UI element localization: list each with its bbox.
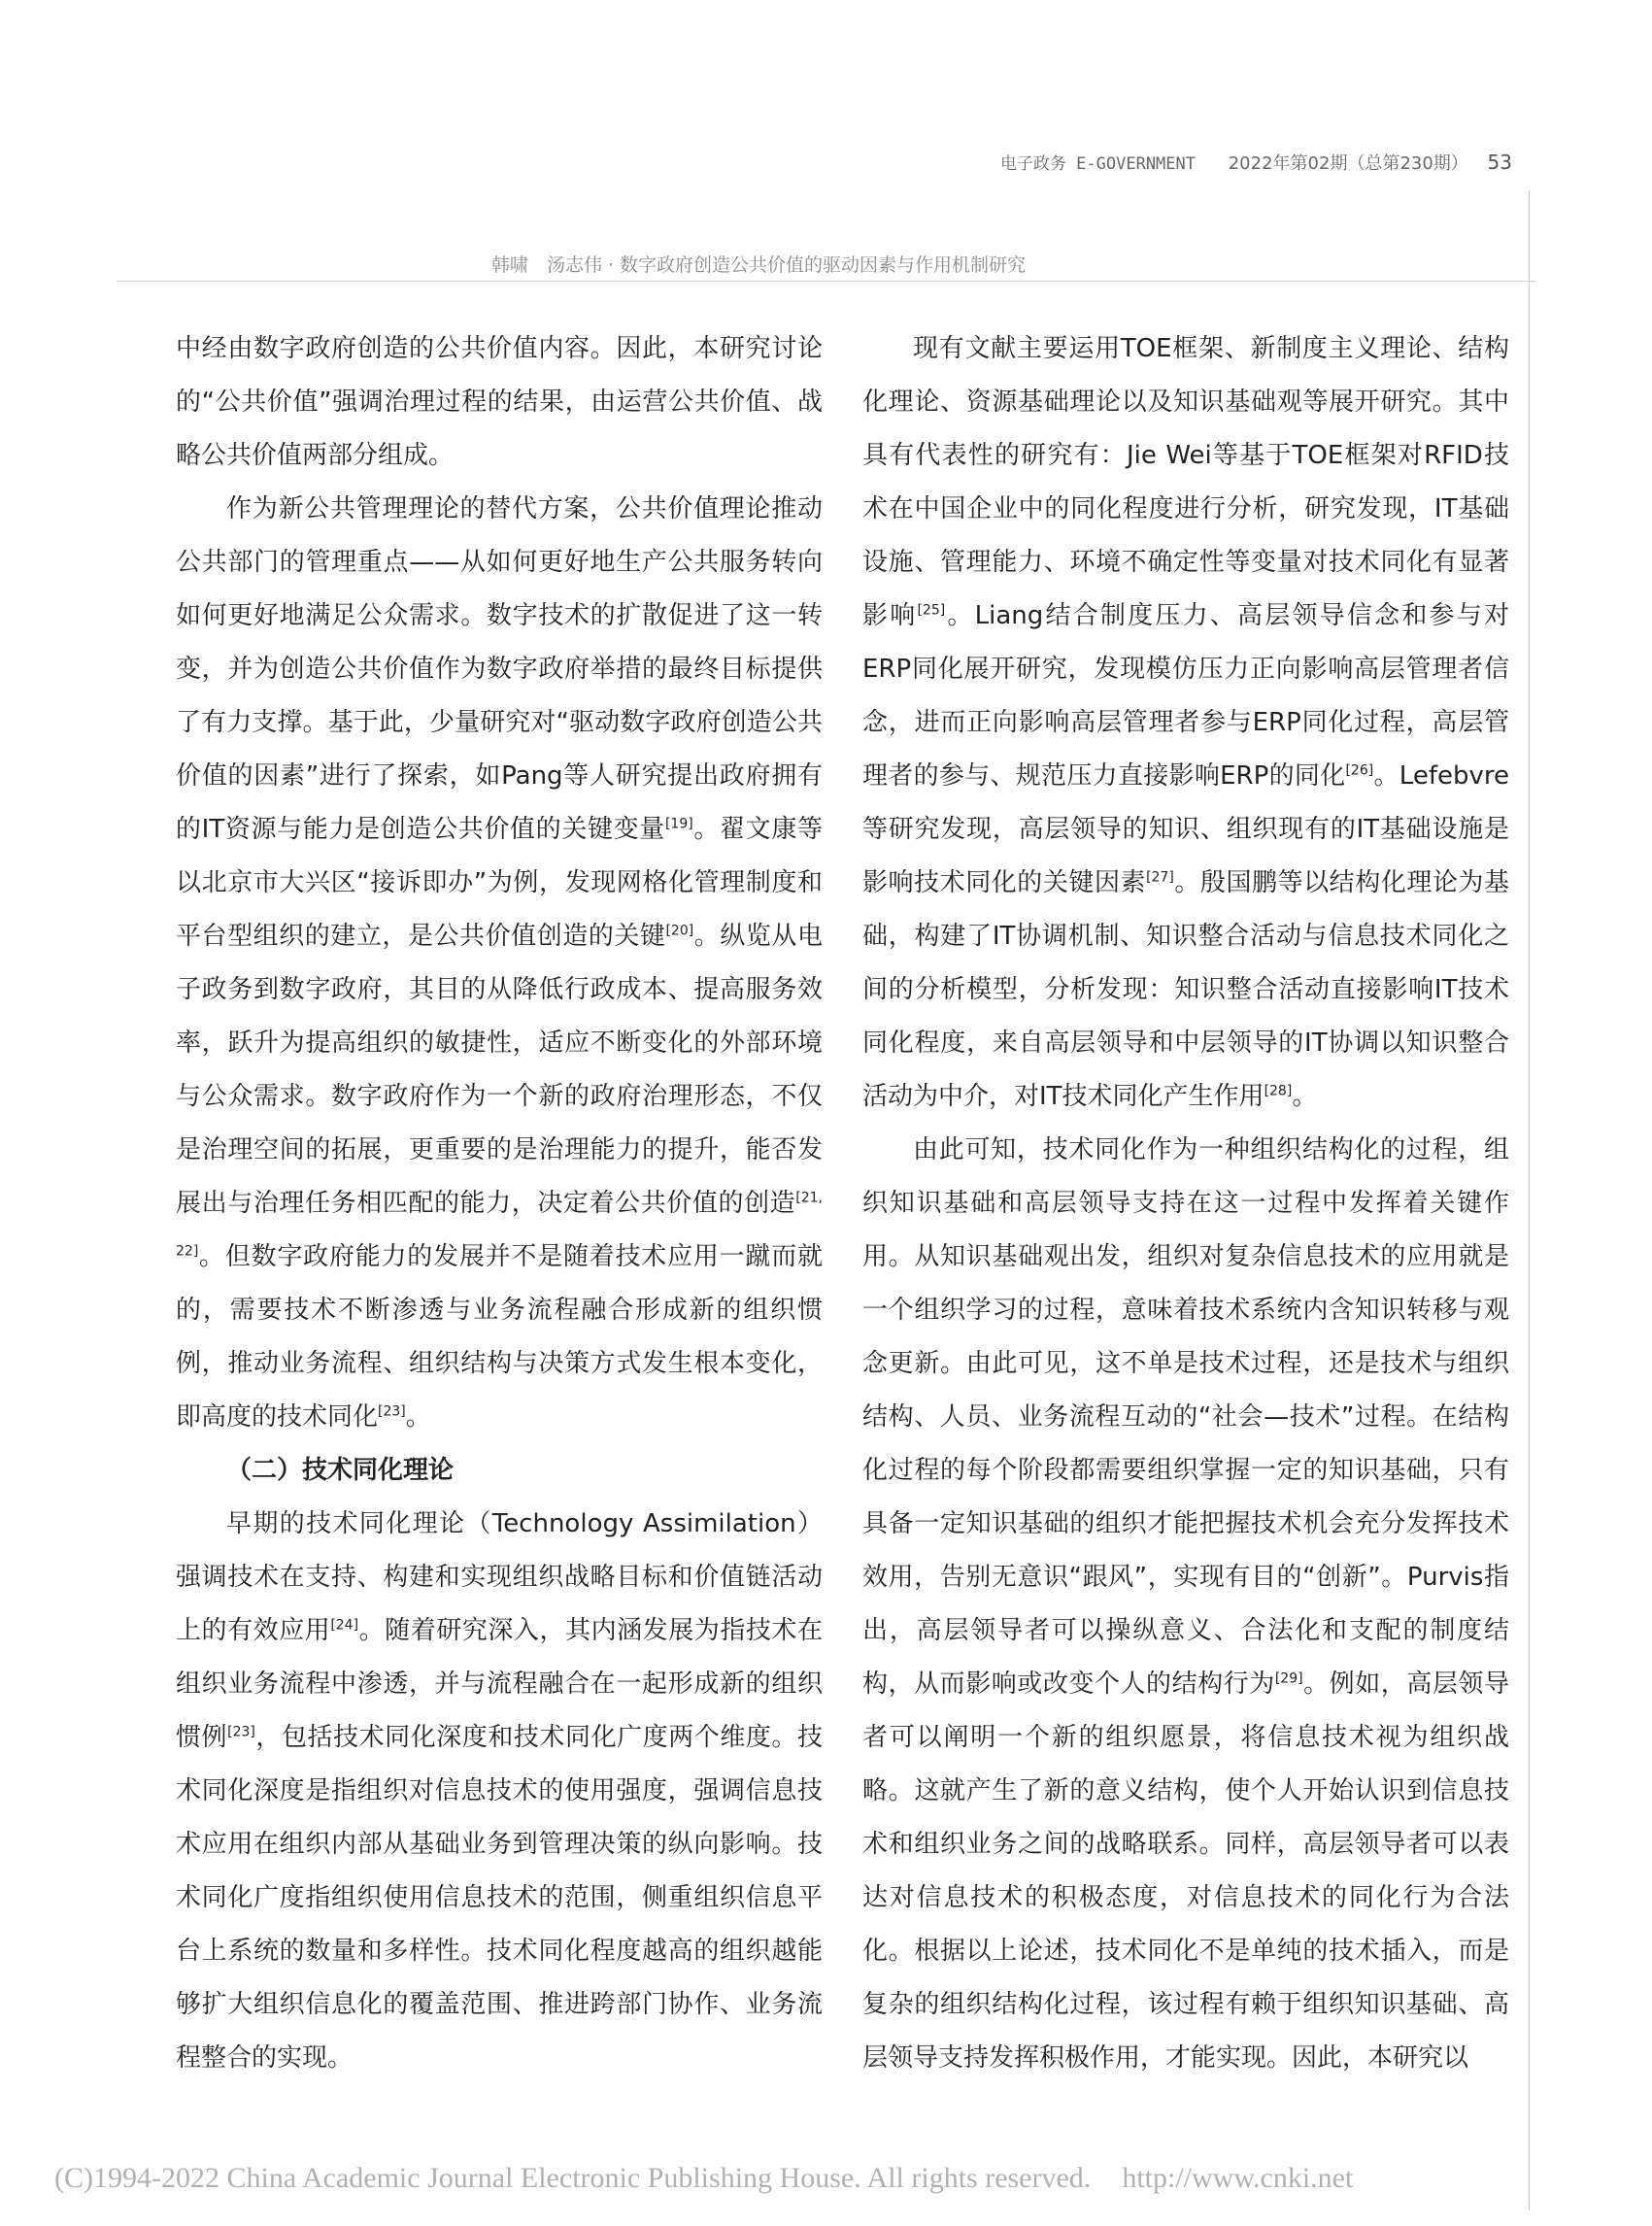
page-number: 53 (1487, 151, 1512, 174)
running-title: 韩啸 汤志伟 · 数字政府创造公共价值的驱动因素与作用机制研究 (490, 254, 1027, 276)
section-heading: （二）技术同化理论 (226, 1456, 455, 1485)
left-column (176, 322, 823, 2085)
citation[interactable]: [28] (1264, 1083, 1293, 1099)
citation[interactable]: [23] (378, 1403, 406, 1420)
citation[interactable]: [25] (917, 602, 946, 619)
right-column (862, 322, 1509, 2085)
paragraph: 由此可知，技术同化作为一种组织结构化的过程，组织知识基础和高层领导支持在这一过程中发挥着关键作用。从知识基础观出发，组织对复杂信息技术的应用就是一个组织学习的过程，意味着技术系统内含知识转移与观念更新。由此可见，这不单是技术过程，还是技术与组织结构、人员、业务流程互动的“社会—技术”过程。在结构化过程的每个阶段都需要组织掌握一定的知识基础，只有具备一定知识基础的组织才能把握技术机会充分发挥技术效用，告别无意识“跟风”，实现有目的“创新”。Purvis指出，高层领导者可以操纵意义、合法化和支配的制度结构，从而影响或改变个人的结构行为[29]。例如，高层领导者可以阐明一个新的组织愿景，将信息技术视为组织战略。这就产生了新的意义结构，使个人开始认识到信息技术和组织业务之间的战略联系。同样，高层领导者可以表达对信息技术的积极态度，对信息技术的同化行为合法化。根据以上论述，技术同化不是单纯的技术插入，而是复杂的组织结构化过程，该过程有赖于组织知识基础、高层领导支持发挥积极作用，才能实现。因此，本研究以 (862, 1135, 1509, 2073)
citation[interactable]: [23] (227, 1724, 255, 1740)
citation[interactable]: [20] (665, 923, 694, 939)
paragraph: 现有文献主要运用TOE框架、新制度主义理论、结构化理论、资源基础理论以及知识基础观等展开研究。其中具有代表性的研究有：Jie Wei等基于TOE框架对RFID技术在中国企业中的同化程度进行分析，研究发现，IT基础设施、管理能力、环境不确定性等变量对技术同化有显著影响[25]。Liang结合制度压力、高层领导信念和参与对ERP同化展开研究，发现模仿压力正向影响高层管理者信念，进而正向影响高层管理者参与ERP同化过程，高层管理者的参与、规范压力直接影响ERP的同化[26]。Lefebvre等研究发现，高层领导的知识、组织现有的IT基础设施是影响技术同化的关键因素[27]。殷国鹏等以结构化理论为基础，构建了IT协调机制、知识整合活动与信息技术同化之间的分析模型，分析发现：知识整合活动直接影响IT技术同化程度，来自高层领导和中层领导的IT协调以知识整合活动为中介，对IT技术同化产生作用[28]。 (862, 334, 1509, 1111)
citation[interactable]: [29] (1274, 1670, 1303, 1687)
citation[interactable]: [21, 22] (176, 1190, 823, 1260)
journal-name: 电子政务 E-GOVERNMENT (999, 154, 1196, 174)
citation[interactable]: [24] (330, 1617, 359, 1634)
citation[interactable]: [19] (664, 816, 693, 832)
paragraph: 作为新公共管理理论的替代方案，公共价值理论推动公共部门的管理重点——从如何更好地生产公共服务转向如何更好地满足公众需求。数字技术的扩散促进了这一转变，并为创造公共价值作为数字政府举措的最终目标提供了有力支撑。基于此，少量研究对“驱动数字政府创造公共价值的因素”进行了探索，如Pang等人研究提出政府拥有的IT资源与能力是创造公共价值的关键变量[19]。翟文康等以北京市大兴区“接诉即办”为例，发现网格化管理制度和平台型组织的建立，是公共价值创造的关键[20]。纵览从电子政务到数字政府，其目的从降低行政成本、提高服务效率，跃升为提高组织的敏捷性，适应不断变化的外部环境与公众需求。数字政府作为一个新的政府治理形态，不仅是治理空间的拓展，更重要的是治理能力的提升，能否发展出与治理任务相匹配的能力，决定着公共价值的创造[21, 22]。但数字政府能力的发展并不是随着技术应用一蹴而就的，需要技术不断渗透与业务流程融合形成新的组织惯例，推动业务流程、组织结构与决策方式发生根本变化，即高度的技术同化[23]。 (176, 494, 823, 1432)
paragraph: 中经由数字政府创造的公共价值内容。因此，本研究讨论的“公共价值”强调治理过程的结果，由运营公共价值、战略公共价值两部分组成。 (176, 334, 823, 470)
copyright-footer (54, 2162, 1608, 2195)
citation[interactable]: [26] (1345, 762, 1374, 779)
issue-info: 2022年第02期（总第230期） (1228, 153, 1468, 174)
copyright-text: (C)1994-2022 China Academic Journal Electronic Publishing House. All rights reserved. (54, 2162, 1092, 2194)
page-header (1000, 150, 1512, 175)
footer-link[interactable]: http://www.cnki.net (1122, 2162, 1354, 2194)
header-divider (117, 281, 1536, 282)
margin-rule (1529, 190, 1530, 2210)
citation[interactable]: [27] (1146, 869, 1174, 886)
paragraph: 早期的技术同化理论（Technology Assimilation）强调技术在支持、构建和实现组织战略目标和价值链活动上的有效应用[24]。随着研究深入，其内涵发展为指技术在组织业务流程中渗透，并与流程融合在一起形成新的组织惯例[23]，包括技术同化深度和技术同化广度两个维度。技术同化深度是指组织对信息技术的使用强度，强调信息技术应用在组织内部从基础业务到管理决策的纵向影响。技术同化广度指组织使用信息技术的范围，侧重组织信息平台上系统的数量和多样性。技术同化程度越高的组织越能够扩大组织信息化的覆盖范围、推进跨部门协作、业务流程整合的实现。 (176, 1509, 823, 2073)
